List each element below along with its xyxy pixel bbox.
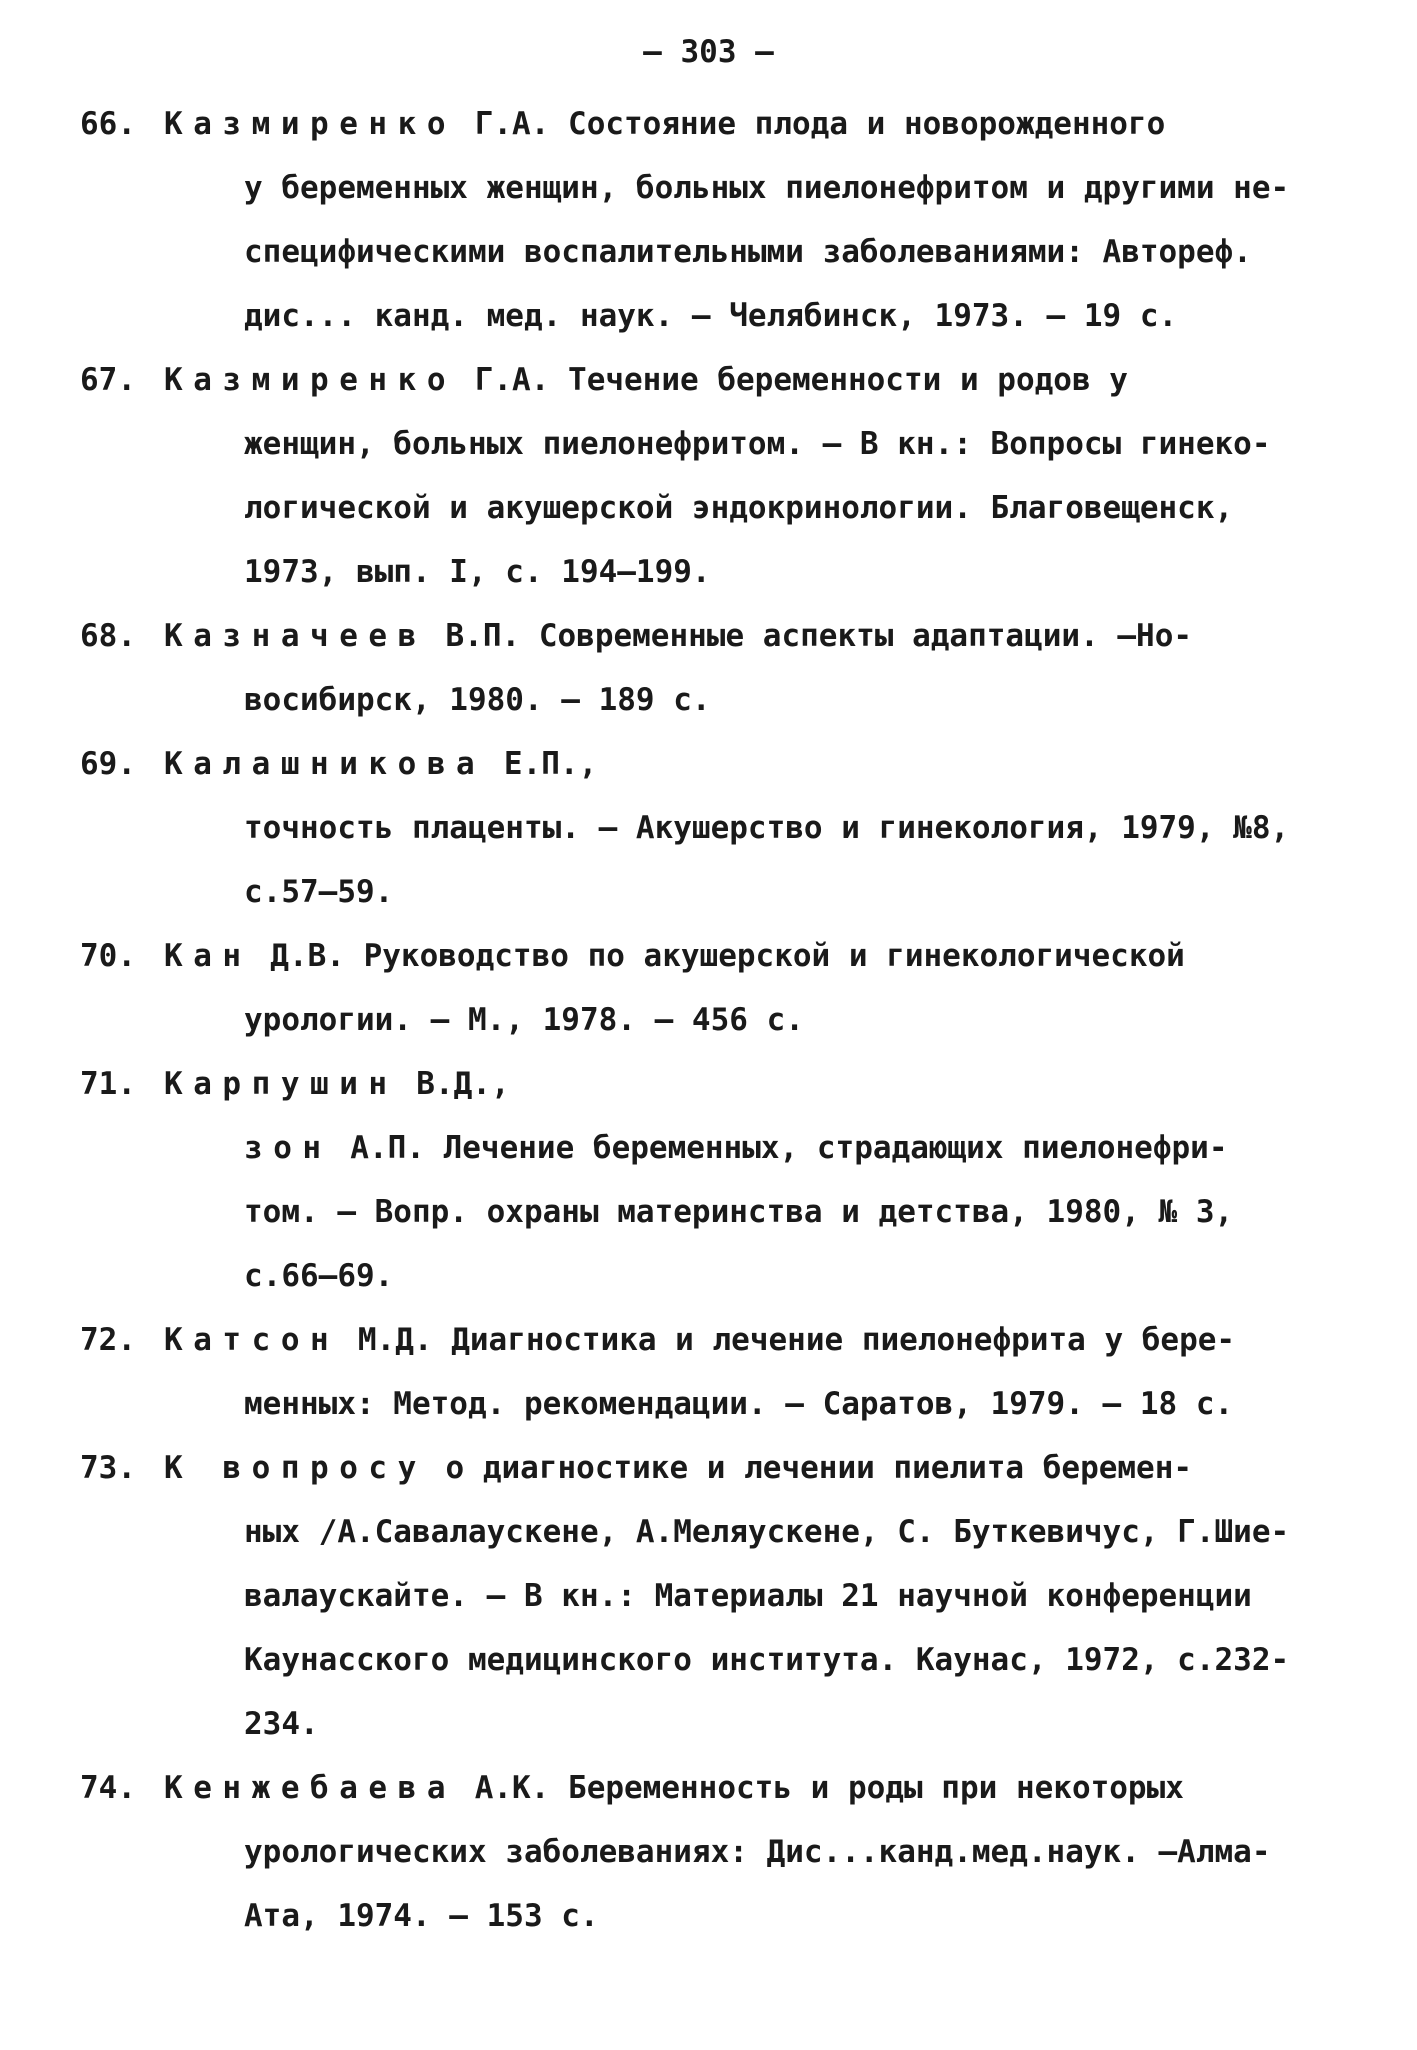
bibliography-entry (80, 1436, 1342, 1756)
entry-text: у беременных женщин, больных пиелонефритом и другими не- (244, 170, 1290, 206)
entry-text: валаускайте. – В кн.: Материалы 21 научной конференции (244, 1578, 1252, 1614)
entry-number: 69. (80, 746, 136, 782)
entry-line (244, 1884, 1342, 1948)
entry-text: А.П. Лечение беременных, страдающих пиелонефри- (331, 1130, 1228, 1166)
entry-line (244, 1244, 1342, 1308)
entry-line (244, 220, 1342, 284)
entry-text: Е.П., (485, 746, 598, 782)
page-number: – 303 – (643, 34, 774, 70)
entry-number: 70. (80, 938, 136, 974)
entry-text: ных /А.Савалаускене, А.Меляускене, С. Буткевичус, Г.Шие- (244, 1514, 1290, 1550)
entry-text: точность плаценты. – Акушерство и гинекология, 1979, №8, (244, 810, 1290, 846)
entry-text: женщин, больных пиелонефритом. – В кн.: Вопросы гинеко- (244, 426, 1271, 462)
entry-text: А.К. Беременность и роды при некоторых (456, 1770, 1184, 1806)
entry-text: урологии. – М., 1978. – 456 с. (244, 1002, 804, 1038)
entry-text: с.66–69. (244, 1258, 394, 1294)
entry-text: восибирск, 1980. – 189 с. (244, 682, 711, 718)
entry-number: 73. (80, 1450, 136, 1486)
entry-line (244, 284, 1342, 348)
entry-number: 74. (80, 1770, 136, 1806)
entry-number: 66. (80, 106, 136, 142)
entry-line (80, 1436, 1342, 1500)
entry-author: Кан (164, 938, 252, 974)
entry-text: М.Д. Диагностика и лечение пиелонефрита у бере- (339, 1322, 1236, 1358)
entry-line (244, 412, 1342, 476)
entry-text: с.57–59. (244, 874, 394, 910)
entry-text: Г.А. Течение беременности и родов у (456, 362, 1128, 398)
entry-text: Д.В. Руководство по акушерской и гинекологической (251, 938, 1185, 974)
entry-line (244, 1564, 1342, 1628)
entry-text: том. – Вопр. охраны материнства и детства, 1980, № 3, (244, 1194, 1234, 1230)
bibliography-entry (80, 1052, 1342, 1308)
entry-line (244, 1692, 1342, 1756)
entry-text: урологических заболеваниях: Дис...канд.мед.наук. –Алма- (244, 1834, 1271, 1870)
entry-text: логической и акушерской эндокринологии. Благовещенск, (244, 490, 1234, 526)
entry-line (244, 668, 1342, 732)
entry-text: специфическими воспалительными заболеваниями: Автореф. (244, 234, 1252, 270)
entry-line (244, 1116, 1342, 1180)
entry-line (244, 156, 1342, 220)
entry-line (244, 796, 1342, 860)
entry-number: 68. (80, 618, 136, 654)
entry-author: Кенжебаева (164, 1770, 457, 1806)
entry-line (244, 1628, 1342, 1692)
entry-line (244, 860, 1342, 924)
entry-text: В.П. Современные аспекты адаптации. –Но- (426, 618, 1193, 654)
entry-author: Карпушин (164, 1066, 398, 1102)
entry-text: В.Д., (397, 1066, 510, 1102)
entry-line (244, 540, 1342, 604)
entry-line (80, 1756, 1342, 1820)
bibliography-entry (80, 924, 1342, 1052)
entry-line (80, 924, 1342, 988)
entry-line (244, 1500, 1342, 1564)
entry-text: 1973, вып. I, с. 194–199. (244, 554, 711, 590)
entry-number: 72. (80, 1322, 136, 1358)
entry-text: Г.А. Состояние плода и новорожденного (456, 106, 1166, 142)
entry-author: К вопросу (164, 1450, 427, 1486)
entry-line (244, 476, 1342, 540)
bibliography-entry (80, 92, 1342, 348)
entry-author: зон (244, 1130, 332, 1166)
entry-text: о диагностике и лечении пиелита беремен- (426, 1450, 1193, 1486)
entry-line (80, 348, 1342, 412)
entry-author: Калашникова (164, 746, 486, 782)
entry-text: 234. (244, 1706, 319, 1742)
entry-line (80, 92, 1342, 156)
entry-line (80, 732, 1342, 796)
entry-line (80, 1308, 1342, 1372)
entry-line (244, 988, 1342, 1052)
entry-author: Казмиренко (164, 106, 457, 142)
bibliography-entry (80, 1308, 1342, 1436)
entry-line (244, 1372, 1342, 1436)
entry-author: Казмиренко (164, 362, 457, 398)
entry-text: Ата, 1974. – 153 с. (244, 1898, 599, 1934)
bibliography-list (80, 92, 1342, 1948)
entry-author: Казначеев (164, 618, 427, 654)
entry-author: Катсон (164, 1322, 340, 1358)
bibliography-entry (80, 732, 1342, 924)
entry-line (80, 1052, 1342, 1116)
entry-line (80, 604, 1342, 668)
entry-number: 71. (80, 1066, 136, 1102)
entry-line (244, 1820, 1342, 1884)
entry-number: 67. (80, 362, 136, 398)
entry-line (244, 1180, 1342, 1244)
entry-text: менных: Метод. рекомендации. – Саратов, 1979. – 18 с. (244, 1386, 1234, 1422)
bibliography-entry (80, 1756, 1342, 1948)
bibliography-entry (80, 348, 1342, 604)
entry-text: дис... канд. мед. наук. – Челябинск, 1973. – 19 с. (244, 298, 1178, 334)
bibliography-entry (80, 604, 1342, 732)
entry-text: Каунасского медицинского института. Каунас, 1972, с.232- (244, 1642, 1290, 1678)
